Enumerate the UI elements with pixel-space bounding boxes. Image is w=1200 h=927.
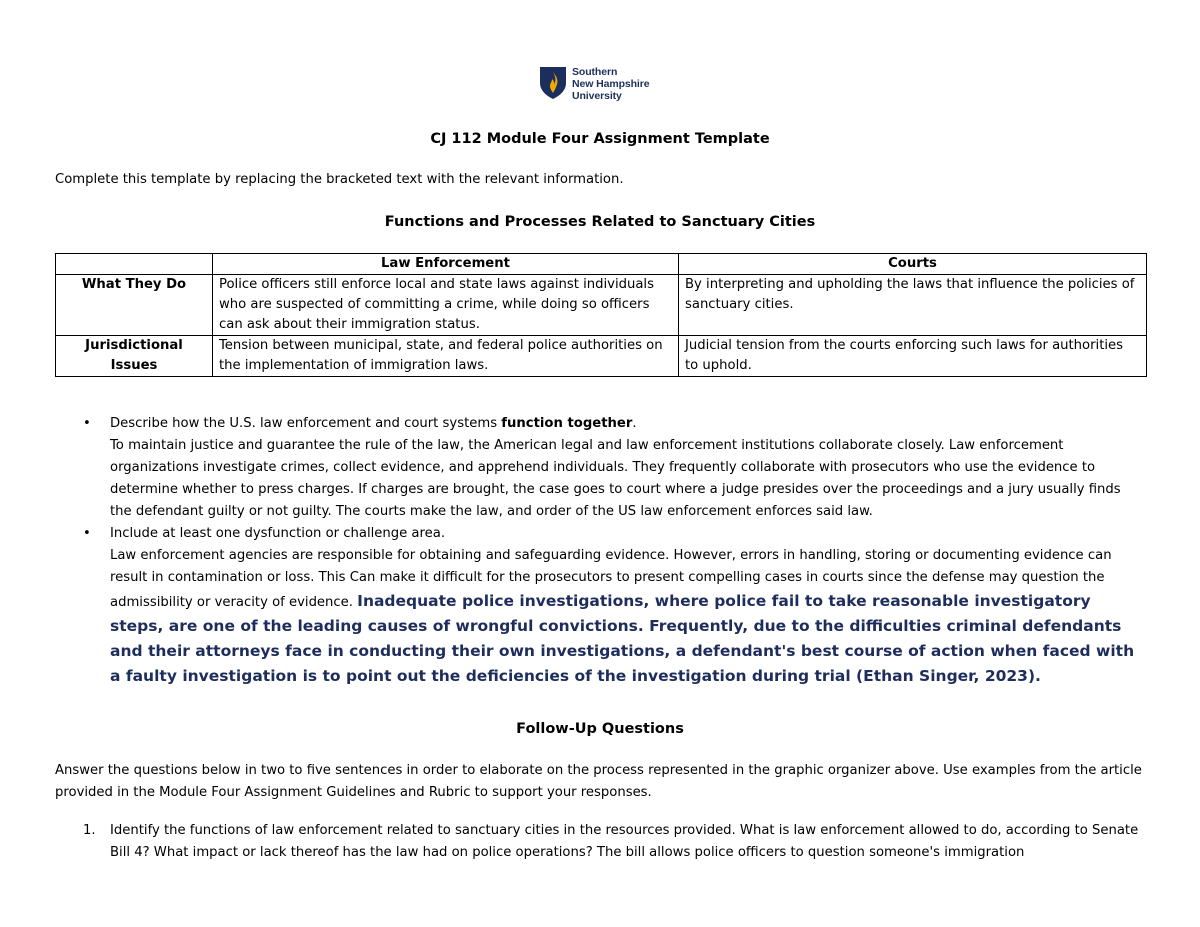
- question-list: [83, 820, 1143, 864]
- graphic-organizer-table: [55, 253, 1147, 377]
- prompt-emphasis: function together: [501, 416, 633, 431]
- shield-flame-icon: [539, 66, 567, 100]
- bullet-list: [83, 413, 1143, 689]
- table-header-row: [56, 254, 1147, 275]
- row-label-what-they-do: What They Do: [56, 275, 213, 336]
- bullet-marker: •: [83, 526, 91, 541]
- list-item: [83, 413, 1143, 523]
- prompt-punctuation: .: [632, 416, 637, 431]
- list-item: [83, 523, 1143, 689]
- cell-courts-jurisdictional: Judicial tension from the courts enforcing such laws for authorities to uphold.: [679, 336, 1147, 377]
- row-label-jurisdictional-issues: Jurisdictional Issues: [56, 336, 213, 377]
- logo-line-1: Southern: [572, 66, 618, 78]
- followup-instructions: Answer the questions below in two to five sentences in order to elaborate on the process represented in the graphic organizer above. Use examples from the article provided in the Module Four Assignment Guidelines and Rubric to support your responses.: [55, 763, 1142, 800]
- section-title-functions: Functions and Processes Related to Sanctuary Cities: [384, 214, 816, 230]
- prompt-text: Describe how the U.S. law enforcement and court systems: [110, 416, 502, 431]
- table-row: [56, 336, 1147, 377]
- section-title-followup: Follow-Up Questions: [516, 721, 684, 737]
- table-header-blank: [56, 254, 213, 275]
- cell-courts-what-they-do: By interpreting and upholding the laws that influence the policies of sanctuary cities.: [679, 275, 1147, 336]
- snhu-logo: [539, 66, 649, 102]
- bullet-answer: To maintain justice and guarantee the rule of the law, the American legal and law enforcement institutions collaborate closely. Law enforcement organizations investigate crimes, collect evidence, and apprehend individuals. They frequently collaborate with prosecutors who use the evidence to determine whether to press charges. If charges are brought, the case goes to court where a judge presides over the proceedings and a jury usually finds the defendant guilty or not guilty. The courts make the law, and order of the US law enforcement enforces said law.: [110, 438, 1121, 519]
- bullet-prompt: Include at least one dysfunction or challenge area.: [110, 526, 446, 541]
- cell-law-enforcement-jurisdictional: Tension between municipal, state, and federal police authorities on the implementation of immigration laws.: [213, 336, 679, 377]
- table-header-courts: Courts: [679, 254, 1147, 275]
- question-number: 1.: [83, 823, 96, 838]
- bullet-prompt: [110, 413, 1143, 435]
- list-item: [83, 820, 1143, 864]
- logo-line-2: New Hampshire: [572, 78, 650, 90]
- table-header-law-enforcement: Law Enforcement: [213, 254, 679, 275]
- logo-line-3: University: [572, 90, 622, 102]
- cell-law-enforcement-what-they-do: Police officers still enforce local and state laws against individuals who are suspected of committing a crime, while doing so officers can ask about their immigration status.: [213, 275, 679, 336]
- template-instructions: Complete this template by replacing the bracketed text with the relevant information.: [55, 172, 624, 187]
- bullet-answer: [110, 545, 1143, 689]
- question-text: Identify the functions of law enforcement related to sanctuary cities in the resources provided. What is law enforcement allowed to do, according to Senate Bill 4? What impact or lack thereof has the law had on police operations? The bill allows police officers to question someone's immigration: [110, 823, 1139, 860]
- table-row: [56, 275, 1147, 336]
- answer-emphasis-text: Inadequate police investigations, where police fail to take reasonable investigatory steps, are one of the leading causes of wrongful convictions. Frequently, due to the difficulties criminal defendants and their attorneys face in conducting their own investigations, a defendant's best course of action when faced with a faulty investigation is to point out the deficiencies of the investigation during trial (Ethan Singer, 2023).: [110, 592, 1135, 685]
- bullet-marker: •: [83, 416, 91, 431]
- logo-wordmark: [572, 66, 649, 102]
- answer-text: Law enforcement agencies are responsible for obtaining and safeguarding evidence. However, errors in handling, storing or documenting evidence can result in contamination or loss. This Can make it difficult for the prosecutors to present compelling cases in courts since the defense may question the admissibility or veracity of evidence.: [110, 548, 1112, 610]
- document-title: CJ 112 Module Four Assignment Template: [430, 131, 770, 147]
